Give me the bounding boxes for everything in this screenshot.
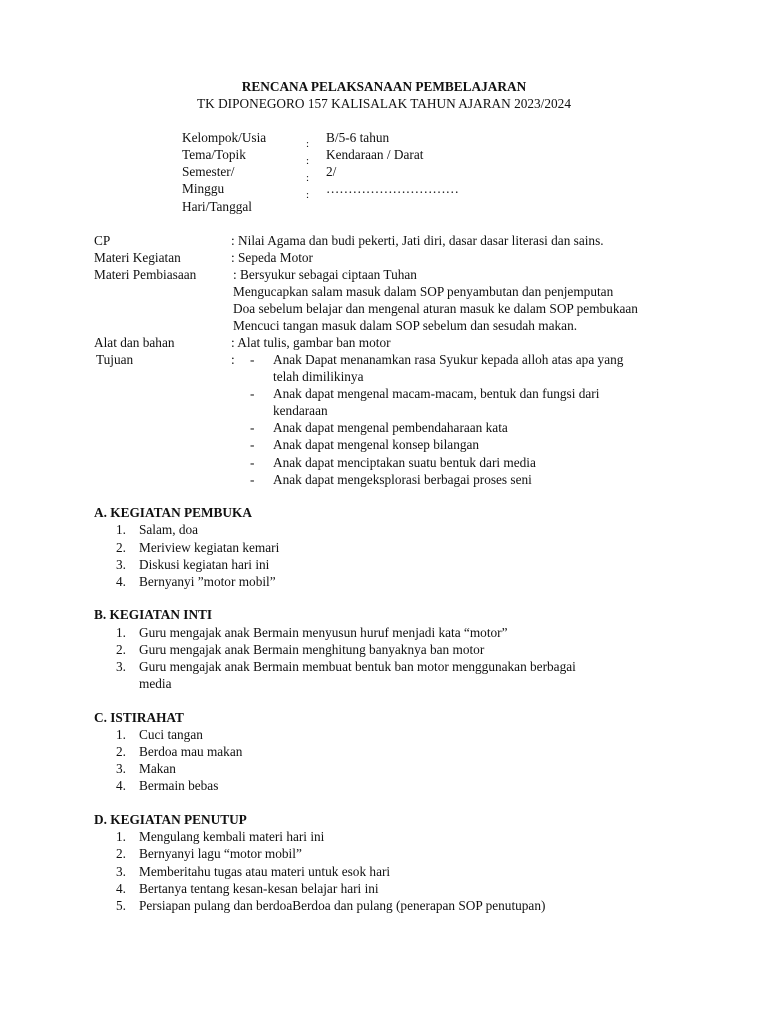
value-kelompok-usia: B/5-6 tahun [326,130,390,145]
tujuan-bullet-dash: - [250,437,255,452]
tujuan-item-continuation: kendaraan [273,403,328,418]
list-number: 4. [116,574,126,589]
list-item: Meriview kegiatan kemari [139,540,280,555]
list-item: Bermain bebas [139,778,219,793]
materi-pembiasaan-value: : Bersyukur sebagai ciptaan Tuhan [233,267,417,282]
list-item: Makan [139,761,176,776]
document-subtitle: TK DIPONEGORO 157 KALISALAK TAHUN AJARAN 2023/2024 [197,96,571,111]
tujuan-colon: : [231,352,235,367]
label-semester: Semester/ [182,164,235,179]
tujuan-item: Anak dapat mengenal macam-macam, bentuk dan fungsi dari [273,386,600,401]
list-item: Guru mengajak anak Bermain menghitung banyaknya ban motor [139,642,485,657]
list-number: 3. [116,557,126,572]
list-item: Salam, doa [139,522,199,537]
tujuan-bullet-dash: - [250,420,255,435]
tujuan-bullet-dash: - [250,472,255,487]
list-item: Bernyanyi lagu “motor mobil” [139,846,302,861]
colon-1: : [306,138,310,150]
value-semester: 2/ [326,164,337,179]
list-item: Guru mengajak anak Bermain menyusun huruf menjadi kata “motor” [139,625,508,640]
list-item: Berdoa mau makan [139,744,243,759]
list-number: 1. [116,829,126,844]
list-item: Persiapan pulang dan berdoaBerdoa dan pulang (penerapan SOP penutupan) [139,898,546,913]
tujuan-item-continuation: telah dimilikinya [273,369,364,384]
list-number: 5. [116,898,126,913]
tujuan-item: Anak dapat mengenal konsep bilangan [273,437,480,452]
materi-kegiatan-label: Materi Kegiatan [94,250,181,265]
list-number: 2. [116,540,126,555]
list-item: Bernyanyi ”motor mobil” [139,574,276,589]
cp-value: : Nilai Agama dan budi pekerti, Jati diri, dasar dasar literasi dan sains. [231,233,604,248]
list-item: Mengulang kembali materi hari ini [139,829,325,844]
list-item: Memberitahu tugas atau materi untuk esok hari [139,864,391,879]
pembiasaan-line: Mengucapkan salam masuk dalam SOP penyambutan dan penjemputan [233,284,614,299]
materi-kegiatan-value: : Sepeda Motor [231,250,313,265]
colon-4: : [306,189,310,201]
list-item: Cuci tangan [139,727,203,742]
tujuan-item: Anak dapat menciptakan suatu bentuk dari media [273,455,536,470]
list-item-continuation: media [139,676,172,691]
list-number: 2. [116,642,126,657]
label-kelompok-usia: Kelompok/Usia [182,130,267,145]
tujuan-bullet-dash: - [250,352,255,367]
tujuan-item: Anak dapat mengenal pembendaharaan kata [273,420,508,435]
list-number: 1. [116,727,126,742]
tujuan-item: Anak Dapat menanamkan rasa Syukur kepada alloh atas apa yang [273,352,624,367]
value-tema-topik: Kendaraan / Darat [326,147,424,162]
label-hari-tanggal: Hari/Tanggal [182,199,252,214]
section-heading: A. KEGIATAN PEMBUKA [94,505,252,520]
pembiasaan-line: Doa sebelum belajar dan mengenal aturan masuk ke dalam SOP pembukaan [233,301,638,316]
list-item: Diskusi kegiatan hari ini [139,557,270,572]
value-minggu: ………………………… [326,181,459,196]
section-heading: B. KEGIATAN INTI [94,607,213,622]
materi-pembiasaan-label: Materi Pembiasaan [94,267,197,282]
list-number: 3. [116,864,126,879]
tujuan-label: Tujuan [96,352,134,367]
colon-2: : [306,155,310,167]
document-title: RENCANA PELAKSANAAN PEMBELAJARAN [241,79,527,94]
list-number: 1. [116,625,126,640]
label-tema-topik: Tema/Topik [182,147,246,162]
alat-bahan-value: : Alat tulis, gambar ban motor [231,335,391,350]
list-item: Bertanya tentang kesan-kesan belajar hari ini [139,881,379,896]
list-number: 3. [116,761,126,776]
list-number: 2. [116,846,126,861]
tujuan-bullet-dash: - [250,386,255,401]
list-number: 4. [116,778,126,793]
tujuan-bullet-dash: - [250,455,255,470]
list-item: Guru mengajak anak Bermain membuat bentuk ban motor menggunakan berbagai [139,659,576,674]
section-heading: C. ISTIRAHAT [94,710,184,725]
list-number: 2. [116,744,126,759]
tujuan-item: Anak dapat mengeksplorasi berbagai proses seni [273,472,532,487]
list-number: 3. [116,659,126,674]
section-heading: D. KEGIATAN PENUTUP [94,812,247,827]
list-number: 1. [116,522,126,537]
pembiasaan-line: Mencuci tangan masuk dalam SOP sebelum dan sesudah makan. [233,318,578,333]
alat-bahan-label: Alat dan bahan [94,335,175,350]
colon-3: : [306,172,310,184]
list-number: 4. [116,881,126,896]
cp-label: CP [94,233,111,248]
label-minggu: Minggu [182,181,225,196]
